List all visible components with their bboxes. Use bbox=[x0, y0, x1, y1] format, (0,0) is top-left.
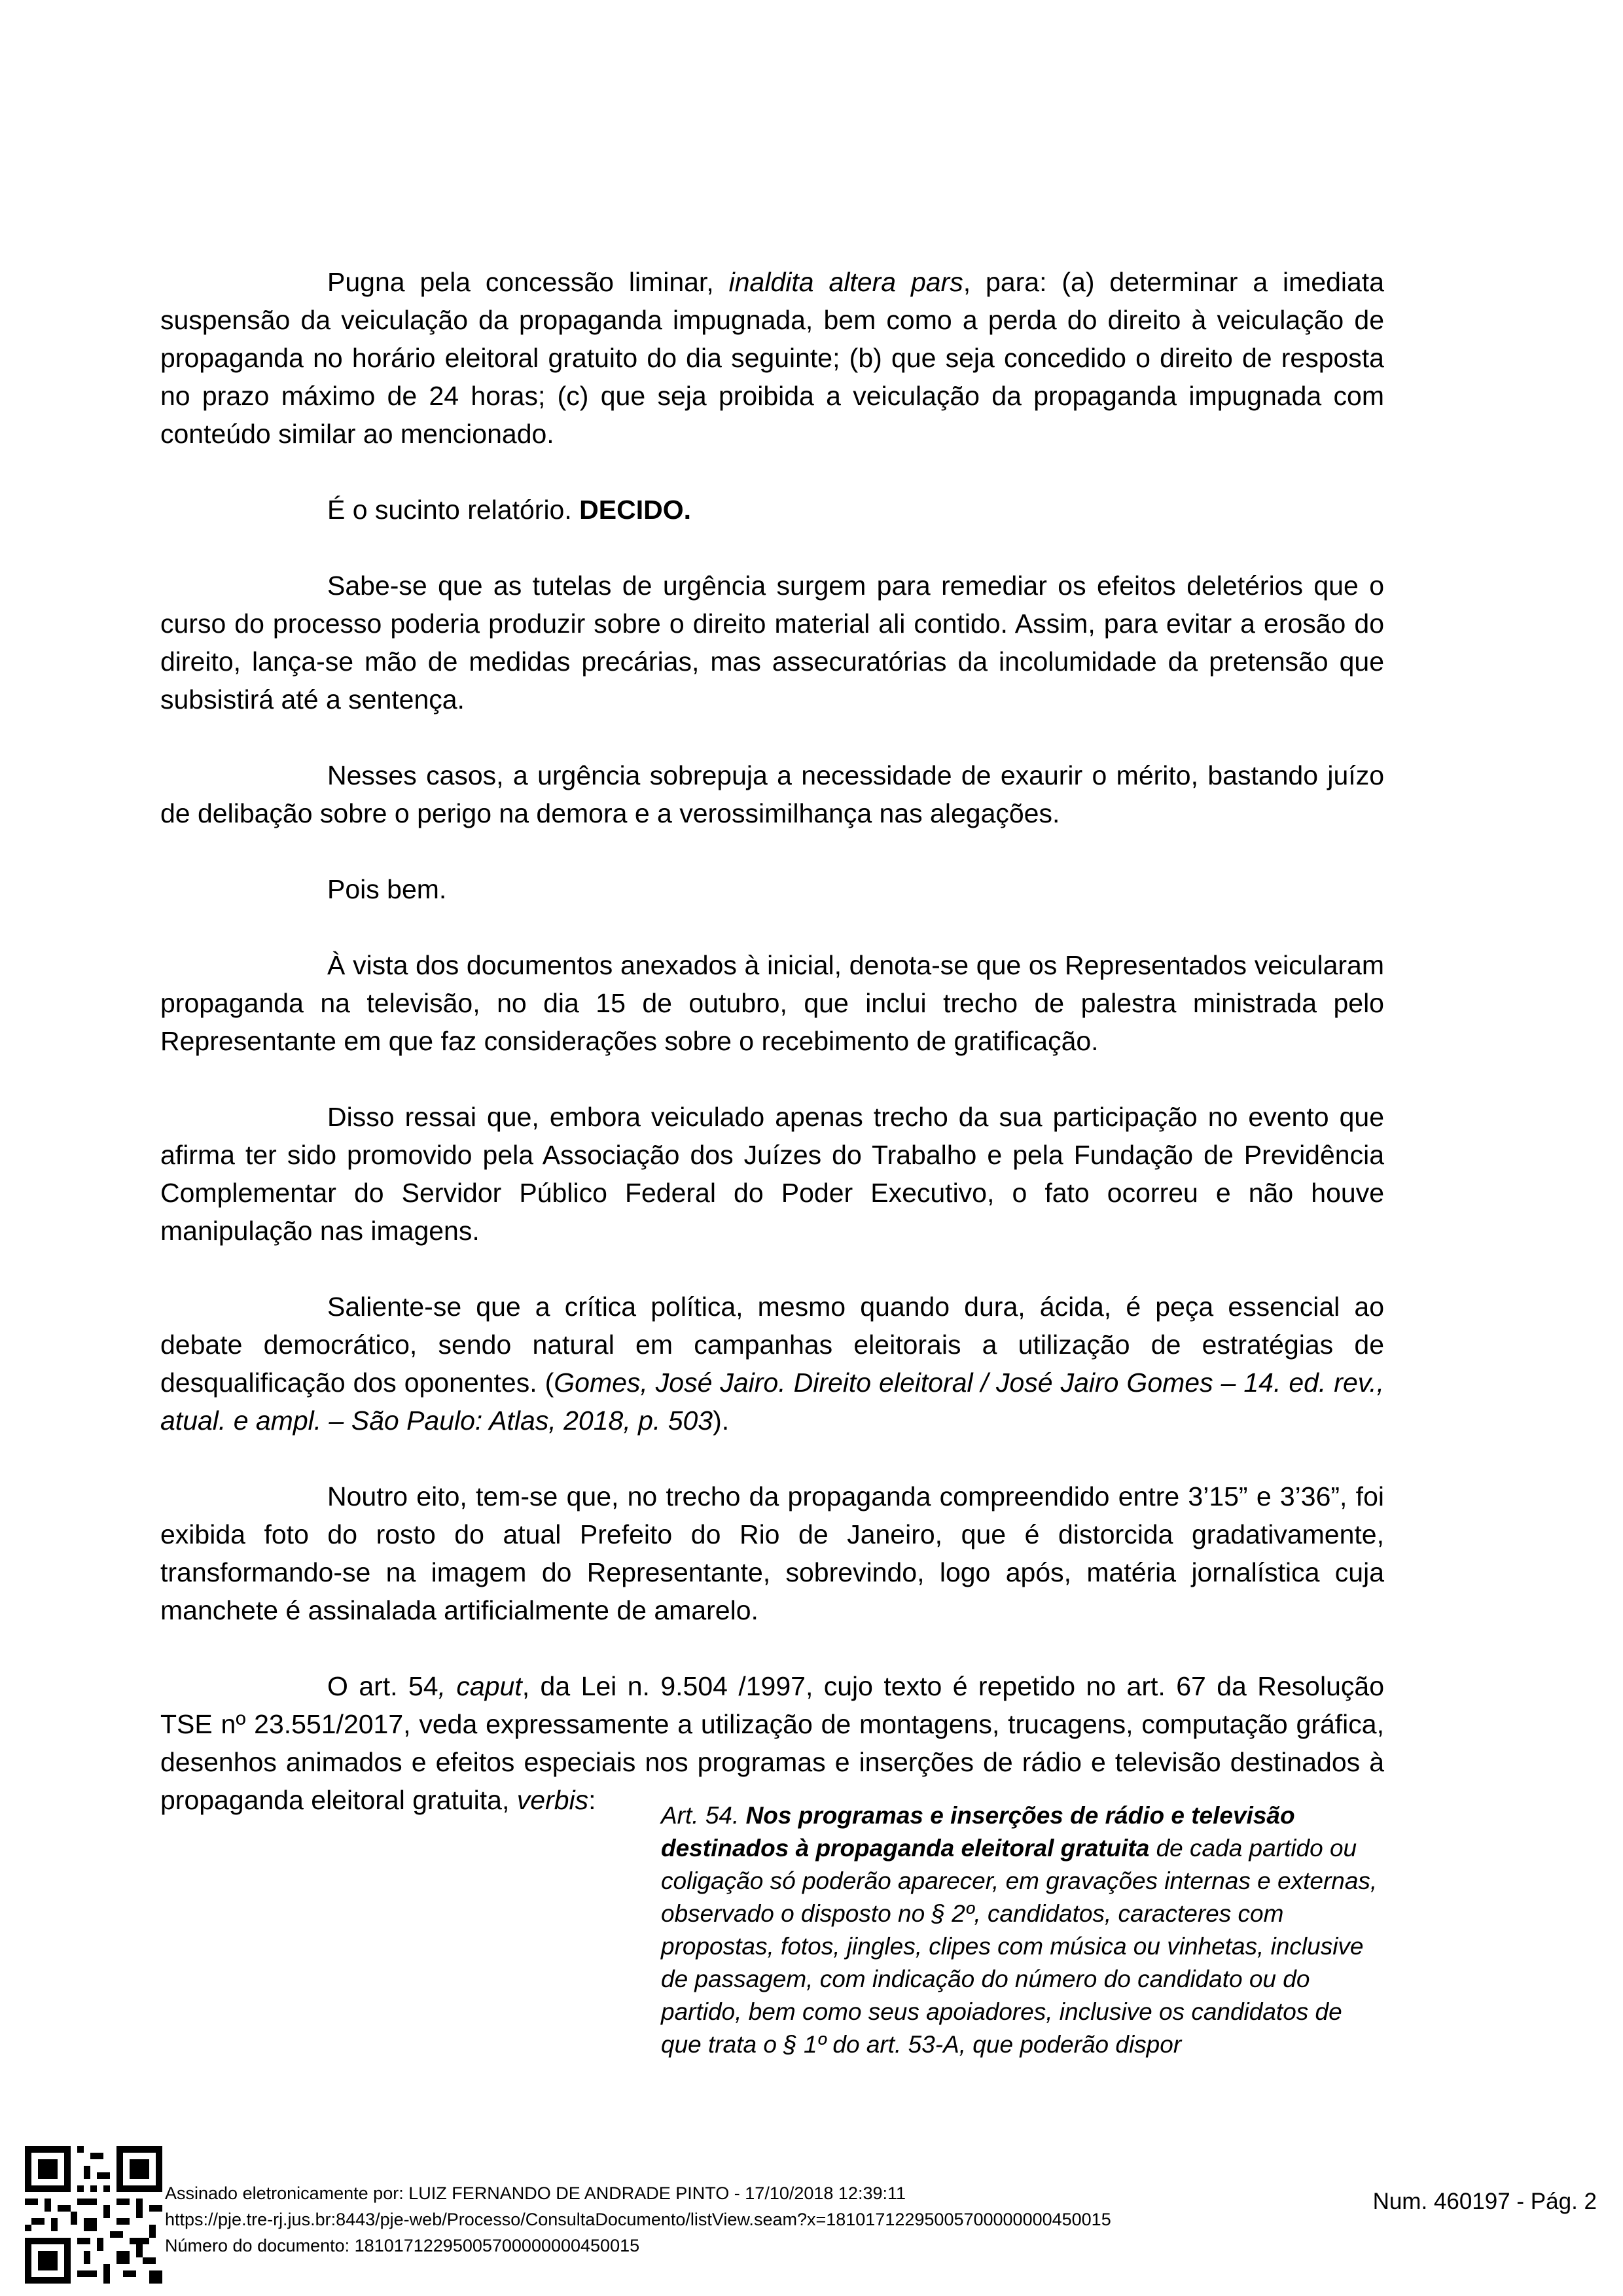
paragraph-article bbox=[160, 1667, 1384, 1819]
paragraph-text: Pugna pela concessão liminar, bbox=[327, 267, 729, 297]
paragraph-merit: Nesses casos, a urgência sobrepuja a necessidade de exaurir o mérito, bastando juízo de delibação sobre o perigo na demora e a verossimilhança nas alegações. bbox=[160, 760, 1384, 828]
paragraph-documents: À vista dos documentos anexados à inicial, denota-se que os Representados veicularam propaganda na televisão, no dia 15 de outubro, que inclui trecho de palestra ministrada pelo Representante em que faz considerações sobre o recebimento de gratificação. bbox=[160, 950, 1384, 1056]
document-number: Número do documento: 18101712295005700000000450015 bbox=[165, 2236, 640, 2255]
paragraph-montage: Noutro eito, tem-se que, no trecho da propaganda compreendido entre 3’15” e 3’36”, foi exibida foto do rosto do atual Prefeito do Rio de Janeiro, que é distorcida gradativamente, transformando-se na imagem do Representante, sobrevindo, logo após, matéria jornalística cuja manchete é assinalada artificialmente de amarelo. bbox=[160, 1481, 1384, 1625]
signature-footer bbox=[165, 2180, 1111, 2259]
quote-text: de cada partido ou coligação só poderão aparecer, em gravações internas e externas, observado o disposto no § 2º, candidatos, caracteres com propostas, fotos, jingles, clipes com música ou vinhetas, inclusive de passagem, com indicação do número do candidato ou do partido, bem como seus apoiadores, inclusive os candidatos de que trata o § 1º do art. 53-A, que poderão dispor bbox=[661, 1835, 1378, 2058]
paragraph-pois-bem: Pois bem. bbox=[327, 874, 447, 904]
paragraph-urgency: Sabe-se que as tutelas de urgência surgem para remediar os efeitos deletérios que o curso do processo poderia produzir sobre o direito material ali contido. Assim, para evitar a erosão do direito, lança-se mão de medidas precárias, mas assecuratórias da incolumidade da pretensão que subsistirá até a sentença. bbox=[160, 571, 1384, 715]
paragraph-text: Saliente-se que a crítica política, mesmo quando dura, ácida, é peça essencial ao debate democrático, sendo natural em campanhas eleitorais a utilização de estratégias de desqualificação dos oponentes. ( bbox=[160, 1292, 1384, 1398]
signature-line: Assinado eletronicamente por: LUIZ FERNANDO DE ANDRADE PINTO - 17/10/2018 12:39:11 bbox=[165, 2183, 906, 2203]
quote-emphasis: Nos programas e inserções de rádio e televisão destinados à propaganda eleitoral gratuita bbox=[661, 1802, 1295, 1862]
decision-heading: DECIDO. bbox=[579, 495, 691, 525]
quote-article: Art. 54. bbox=[661, 1802, 746, 1829]
paragraph-criticism bbox=[160, 1288, 1384, 1439]
latin-term: verbis bbox=[516, 1785, 589, 1815]
latin-term: , caput bbox=[438, 1671, 522, 1701]
paragraph-text: ). bbox=[713, 1405, 730, 1436]
paragraph-text: O art. 54 bbox=[327, 1671, 438, 1701]
paragraph-text: , para: (a) determinar a imediata suspensão da veiculação da propaganda impugnada, bem como a perda do direito à veiculação de propaganda no horário eleitoral gratuito do dia seguinte; (b) que seja concedido o direito de resposta no prazo máximo de 24 horas; (c) que seja proibida a veiculação da propaganda impugnada com conteúdo similar ao mencionado. bbox=[160, 267, 1385, 449]
paragraph-text: É o sucinto relatório. bbox=[327, 495, 580, 525]
latin-term: inaldita altera pars bbox=[728, 267, 963, 297]
document-url[interactable]: https://pje.tre-rj.jus.br:8443/pje-web/Processo/ConsultaDocumento/listView.seam?x=18101712295005700000000450015 bbox=[165, 2210, 1111, 2229]
page-number: Num. 460197 - Pág. 2 bbox=[1372, 2189, 1597, 2214]
paragraph-event: Disso ressai que, embora veiculado apenas trecho da sua participação no evento que afirma ter sido promovido pela Associação dos Juízes do Trabalho e pela Fundação de Previdência Complementar do Servidor Público Federal do Poder Executivo, o fato ocorreu e não houve manipulação nas imagens. bbox=[160, 1102, 1384, 1246]
paragraph-text: : bbox=[588, 1785, 596, 1815]
paragraph-report bbox=[160, 491, 1384, 529]
citation: Gomes, José Jairo. Direito eleitoral / José Jairo Gomes – 14. ed. rev., atual. e ampl. – São Paulo: Atlas, 2018, p. 503 bbox=[160, 1368, 1385, 1436]
qr-code-icon bbox=[25, 2146, 162, 2284]
paragraph-request bbox=[160, 263, 1384, 453]
law-quote bbox=[661, 1799, 1381, 2061]
paragraph-text: , da Lei n. 9.504 /1997, cujo texto é repetido no art. 67 da Resolução TSE nº 23.551/2017, veda expressamente a utilização de montagens, trucagens, computação gráfica, desenhos animados e efeitos especiais nos programas e inserções de rádio e televisão destinados à propaganda eleitoral gratuita, bbox=[160, 1671, 1384, 1815]
